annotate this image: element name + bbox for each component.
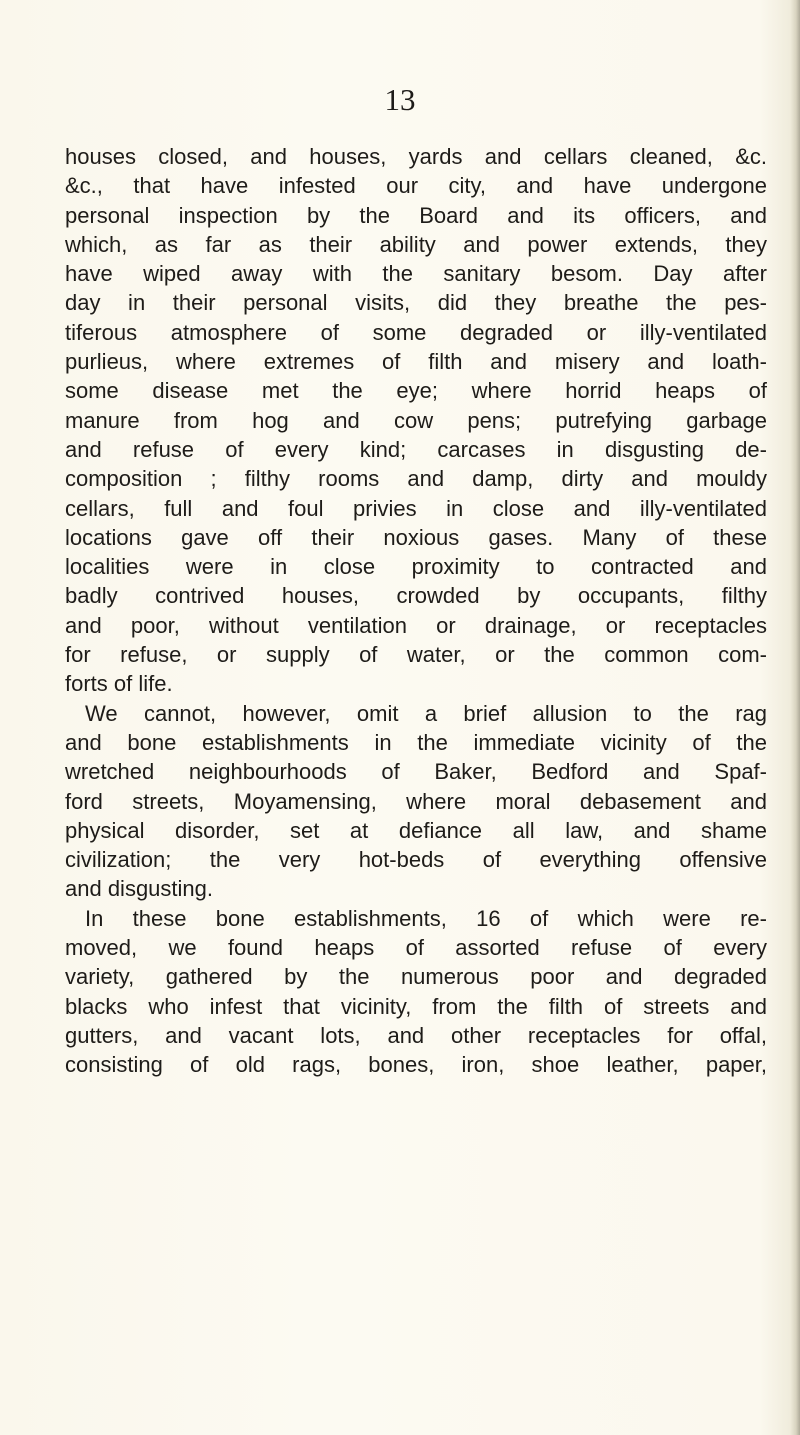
text-line: civilization; the very hot-beds of everything offensive (65, 847, 767, 873)
text-line: In these bone establishments, 16 of which were re- (85, 905, 767, 931)
text-line: and poor, without ventilation or drainage, or receptacles (65, 612, 767, 638)
text-line: variety, gathered by the numerous poor and degraded (65, 964, 767, 990)
text-line: localities were in close proximity to contracted and (65, 554, 767, 580)
text-line: blacks who infest that vicinity, from the filth of streets and (65, 993, 767, 1019)
text-line: and disgusting. (65, 876, 213, 902)
text-line: We cannot, however, omit a brief allusion to the rag (85, 700, 767, 726)
page-number: 13 (384, 82, 416, 117)
text-line: which, as far as their ability and power extends, they (65, 231, 767, 257)
text-line: gutters, and vacant lots, and other receptacles for offal, (65, 1022, 767, 1048)
text-line: locations gave off their noxious gases. Many of these (65, 524, 767, 550)
text-line: purlieus, where extremes of filth and misery and loath- (65, 349, 767, 375)
text-line: badly contrived houses, crowded by occupants, filthy (65, 583, 767, 609)
text-line: houses closed, and houses, yards and cellars cleaned, &c. (65, 144, 767, 169)
text-line: some disease met the eye; where horrid heaps of (65, 378, 767, 404)
page-edge-shadow (790, 0, 800, 1435)
text-line: ford streets, Moyamensing, where moral debasement and (65, 788, 767, 814)
text-line: personal inspection by the Board and its officers, and (65, 202, 767, 228)
text-line: have wiped away with the sanitary besom. Day after (65, 261, 767, 287)
text-line: consisting of old rags, bones, iron, shoe leather, paper, (65, 1052, 767, 1078)
text-line: wretched neighbourhoods of Baker, Bedford and Spaf- (65, 759, 767, 785)
body-text (65, 142, 767, 1080)
text-line: manure from hog and cow pens; putrefying garbage (65, 407, 767, 433)
text-line: for refuse, or supply of water, or the common com- (65, 642, 767, 668)
text-line: tiferous atmosphere of some degraded or illy-ventilated (65, 319, 767, 345)
text-line: composition ; filthy rooms and damp, dirty and mouldy (65, 466, 767, 492)
text-line: moved, we found heaps of assorted refuse of every (65, 935, 767, 961)
text-line: and bone establishments in the immediate vicinity of the (65, 729, 767, 755)
text-line: physical disorder, set at defiance all law, and shame (65, 817, 767, 843)
text-line: &c., that have infested our city, and have undergone (65, 173, 767, 199)
text-line: forts of life. (65, 671, 173, 697)
text-line: cellars, full and foul privies in close and illy-ventilated (65, 495, 767, 521)
text-line: day in their personal visits, did they breathe the pes- (65, 290, 767, 316)
text-line: and refuse of every kind; carcases in disgusting de- (65, 436, 767, 462)
